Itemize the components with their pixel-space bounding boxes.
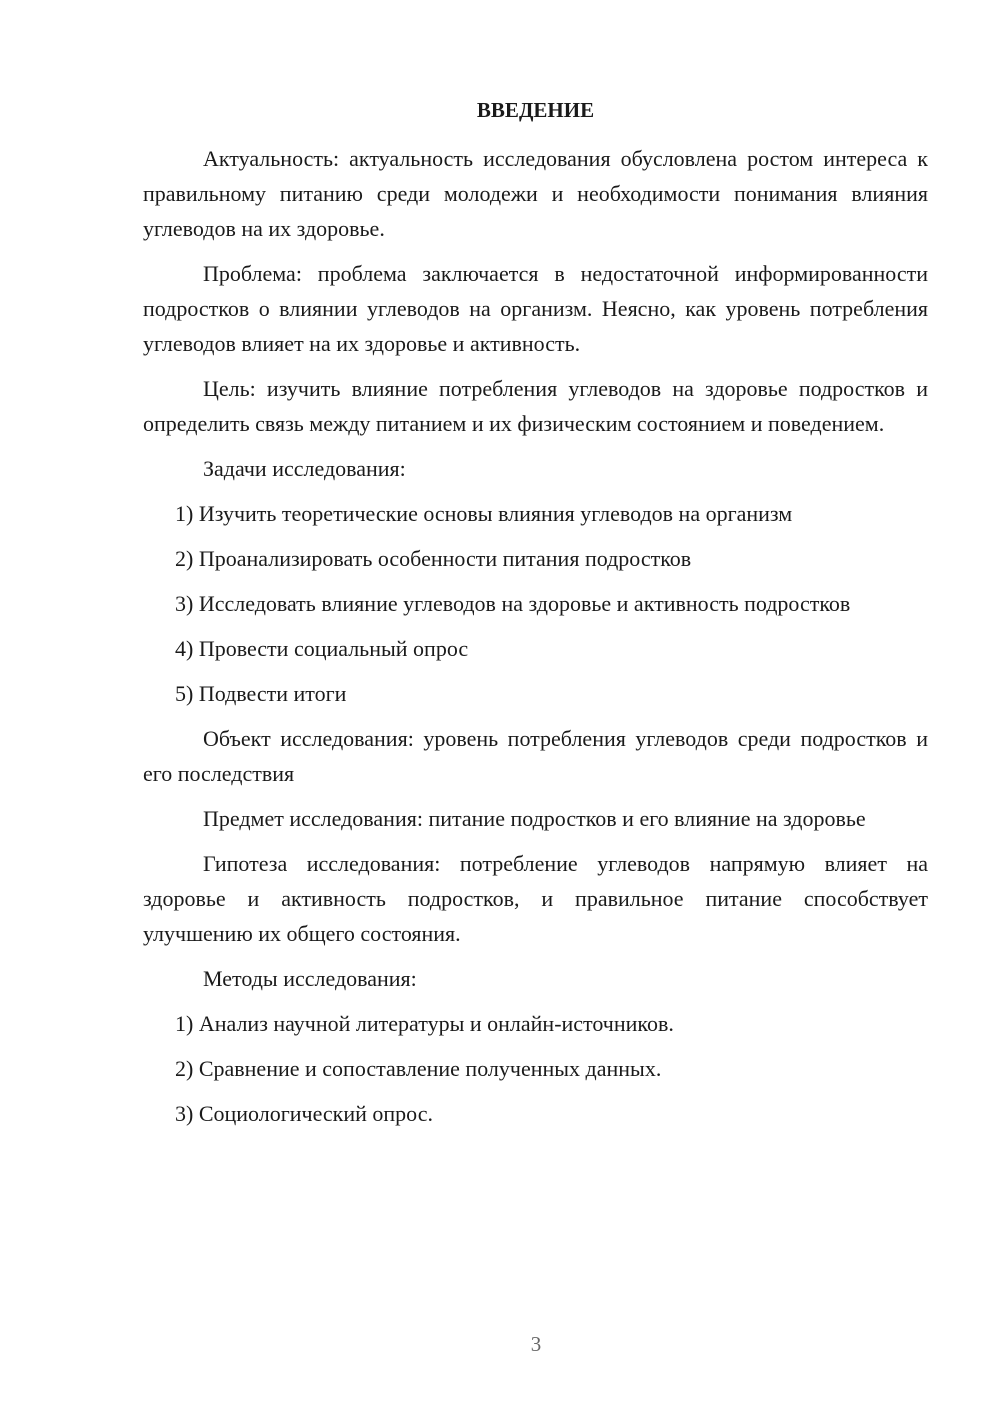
relevance-paragraph: Актуальность: актуальность исследования обусловлена ростом интереса к правильному питанию среди молодежи и необходимости понимания влияния углеводов на их здоровье. [143,146,928,241]
task-item-3: 3) Исследовать влияние углеводов на здоровье и активность подростков [175,591,851,616]
object-paragraph: Объект исследования: уровень потребления углеводов среди подростков и его последствия [143,726,928,786]
section-title: ВВЕДЕНИЕ [476,98,595,122]
task-item-5: 5) Подвести итоги [175,681,347,706]
problem-paragraph: Проблема: проблема заключается в недостаточной информированности подростков о влиянии углеводов на организм. Неясно, как уровень потребления углеводов влияет на их здоровье и активность. [143,261,928,356]
document-page [143,93,928,1141]
page-number: 3 [530,1332,542,1356]
subject-paragraph: Предмет исследования: питание подростков и его влияние на здоровье [203,806,866,831]
method-item-3: 3) Социологический опрос. [175,1101,433,1126]
tasks-heading: Задачи исследования: [203,456,406,481]
goal-paragraph: Цель: изучить влияние потребления углеводов на здоровье подростков и определить связь между питанием и их физическим состоянием и поведением. [143,376,928,436]
method-item-2: 2) Сравнение и сопоставление полученных данных. [175,1056,662,1081]
method-item-1: 1) Анализ научной литературы и онлайн-источников. [175,1011,674,1036]
task-item-1: 1) Изучить теоретические основы влияния углеводов на организм [175,501,793,526]
hypothesis-paragraph: Гипотеза исследования: потребление углеводов напрямую влияет на здоровье и активность подростков, и правильное питание способствует улучшению их общего состояния. [143,851,928,946]
task-item-2: 2) Проанализировать особенности питания подростков [175,546,692,571]
methods-heading: Методы исследования: [203,966,417,991]
task-item-4: 4) Провести социальный опрос [175,636,469,661]
